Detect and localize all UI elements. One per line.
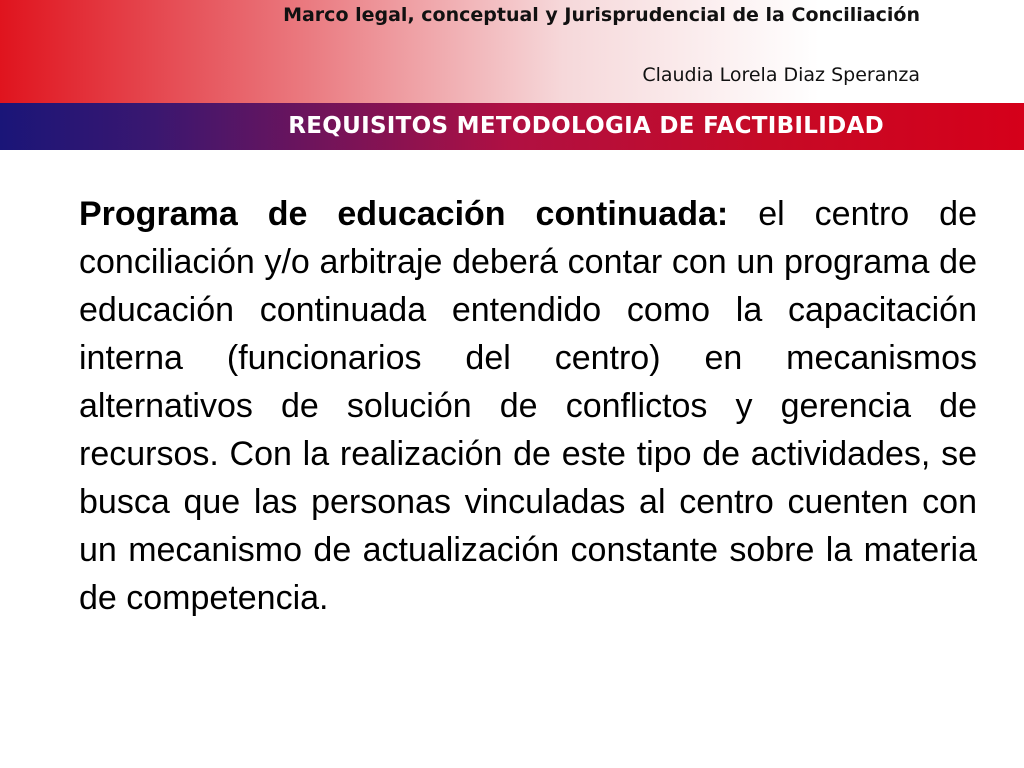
section-title: REQUISITOS METODOLOGIA DE FACTIBILIDAD	[288, 113, 884, 139]
header-title: Marco legal, conceptual y Jurisprudencial de la Conciliación	[283, 4, 920, 26]
section-title-bar	[0, 103, 1024, 150]
body-text: el centro de conciliación y/o arbitraje deberá contar con un programa de educación continuada entendido como la capacitación interna (funcionarios del centro) en mecanismos alternativos de solución de conflictos y gerencia de recursos. Con la realización de este tipo de actividades, se busca que las personas vinculadas al centro cuenten con un mecanismo de actualización constante sobre la materia de competencia.	[79, 195, 977, 617]
body-paragraph	[79, 190, 977, 622]
body-lead: Programa de educación continuada:	[79, 195, 729, 233]
header-author: Claudia Lorela Diaz Speranza	[642, 64, 920, 86]
